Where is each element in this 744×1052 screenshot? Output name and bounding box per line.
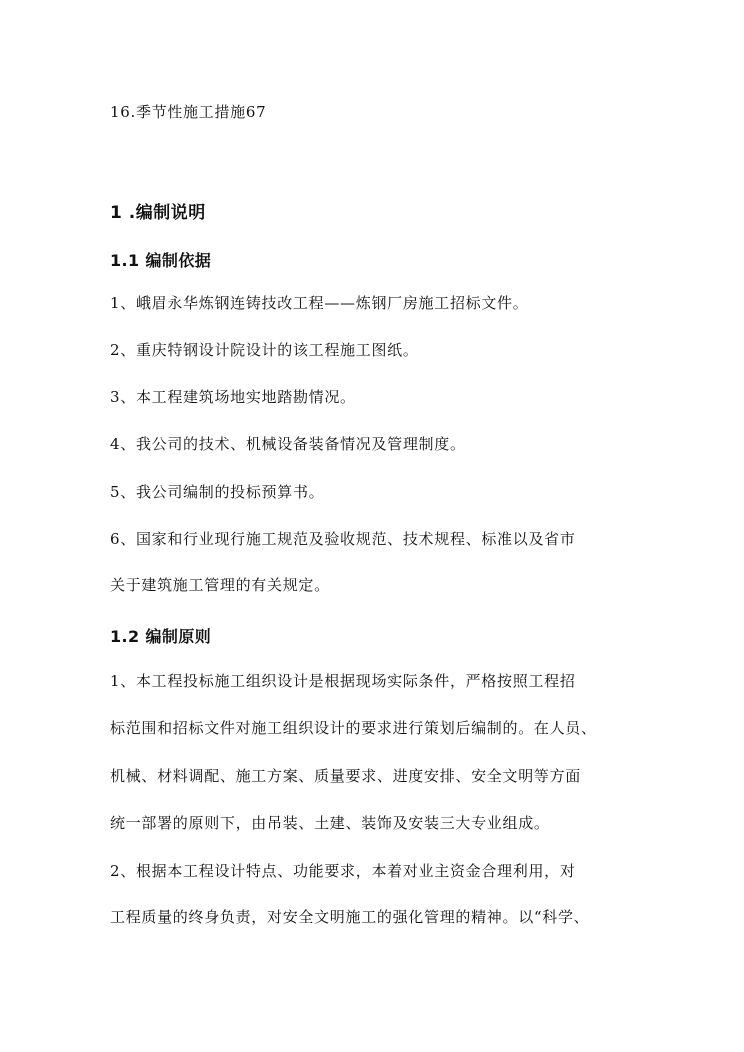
principle-line-5: 2、根据本工程设计特点、功能要求，本着对业主资金合理利用，对	[110, 862, 576, 880]
principle-line-2: 标范围和招标文件对施工组织设计的要求进行策划后编制的。在人员、	[110, 719, 597, 737]
principle-line-6: 工程质量的终身负责，对安全文明施工的强化管理的精神。以“科学、	[110, 908, 590, 926]
principle-line-1: 1、本工程投标施工组织设计是根据现场实际条件，严格按照工程招	[110, 672, 576, 690]
basis-item-6-continued: 关于建筑施工管理的有关规定。	[110, 576, 330, 594]
basis-item-5: 5、我公司编制的投标预算书。	[110, 483, 325, 501]
section-1-2-heading: 1.2 编制原则	[110, 627, 212, 646]
principle-line-3: 机械、材料调配、施工方案、质量要求、进度安排、安全文明等方面	[110, 767, 582, 785]
basis-item-1: 1、峨眉永华炼钢连铸技改工程——炼钢厂房施工招标文件。	[110, 294, 529, 312]
principle-line-4: 统一部署的原则下，由吊装、土建、装饰及安装三大专业组成。	[110, 814, 550, 832]
section-1-heading: 1 .编制说明	[110, 203, 206, 223]
basis-item-3: 3、本工程建筑场地实地踏勘情况。	[110, 388, 356, 406]
section-1-1-heading: 1.1 编制依据	[110, 251, 212, 270]
toc-line: 16.季节性施工措施67	[110, 103, 267, 121]
basis-item-6: 6、国家和行业现行施工规范及验收规范、技术规程、标准以及省市	[110, 530, 576, 548]
basis-item-2: 2、重庆特钢设计院设计的该工程施工图纸。	[110, 341, 419, 359]
basis-item-4: 4、我公司的技术、机械设备装备情况及管理制度。	[110, 435, 466, 453]
